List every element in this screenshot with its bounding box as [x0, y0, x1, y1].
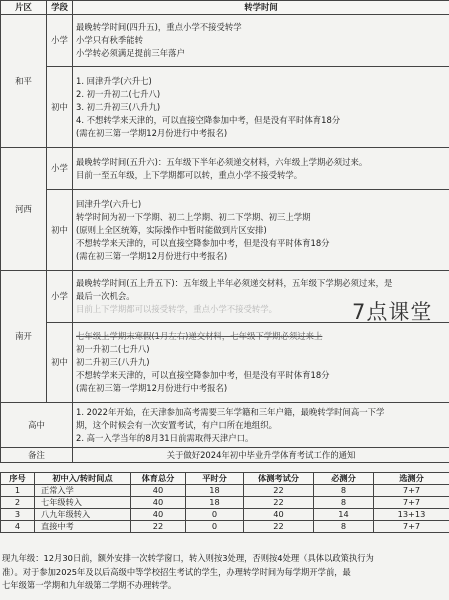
table-row [1, 448, 449, 463]
policy-line: (需在初三第一学期12月份进行中考报名) [76, 250, 228, 261]
stage-cell: 初中 [47, 67, 73, 148]
exam-header: 序号 [1, 473, 35, 485]
policy-cell [73, 323, 449, 403]
stage-cell: 小学 [47, 271, 73, 323]
stage-cell: 小学 [47, 15, 73, 67]
exam-cell: 直接中考 [35, 521, 131, 533]
footer-line: 现九年级：12月30日前，额外安排一次转学窗口，转入则按3处理，否则按4处理（具体以政策执行为 [2, 553, 374, 563]
policy-line: 回津升学(六升七) [76, 198, 142, 209]
policy-line: 期，这个时候会有一次安置考试，有户口所在地组织。 [76, 419, 277, 430]
exam-cell: 3 [1, 509, 35, 521]
exam-cell: 13+13 [374, 509, 449, 521]
stage-cell: 初中 [47, 190, 73, 271]
header-stage: 学段 [47, 1, 73, 15]
footer-notes [2, 552, 448, 593]
exam-cell: 7+7 [374, 485, 449, 497]
exam-cell: 0 [186, 521, 244, 533]
policy-line: (需在初三第一学期12月份进行中考报名) [76, 383, 228, 393]
exam-cell: 8 [314, 497, 374, 509]
pe-exam-score-table [0, 472, 449, 533]
exam-cell: 1 [1, 485, 35, 497]
exam-header: 选测分 [374, 473, 449, 485]
policy-line: 最晚转学时间(五上升五下)：五年级上半年必须递交材料，五年级下学期必须过来，是 [76, 278, 393, 288]
watermark: 7点课堂 [352, 300, 433, 324]
exam-cell: 40 [131, 485, 186, 497]
policy-line: 最晚转学时间(四升五)，重点小学不接受转学 [76, 22, 242, 32]
exam-cell: 18 [186, 485, 244, 497]
table-row [1, 67, 449, 148]
table-row [1, 521, 449, 533]
policy-line: 4. 不想转学来天津的，可以直接空降参加中考，但是没有平时体育18分 [76, 114, 341, 125]
stage-cell: 小学 [47, 148, 73, 190]
exam-cell: 18 [186, 497, 244, 509]
table-row [1, 497, 449, 509]
policy-line: (原则上全区统筹，实际操作中暂时能做到片区安排) [76, 224, 267, 235]
policy-line: 3. 初二升初三(八升九) [76, 101, 161, 112]
policy-line: 目前上下学期都可以接受转学，重点小学不接受转学。 [76, 304, 277, 314]
policy-line: 初一升初二(七升八) [76, 344, 150, 354]
exam-cell: 40 [131, 497, 186, 509]
exam-header: 体测考试分 [244, 473, 314, 485]
policy-line: 最后一次机会。 [76, 291, 135, 301]
header-district: 片区 [1, 1, 47, 15]
footer-line: 准）。对于参加2025年及以后高级中等学校招生考试的学生，办理转学时间为每学期开学前，最 [2, 566, 351, 577]
remark-text: 关于做好2024年初中毕业升学体育考试工作的通知 [73, 448, 449, 463]
policy-line: 小学只有秋季能转 [76, 35, 143, 45]
exam-cell: 14 [314, 509, 374, 521]
policy-line: 转学时间为初一下学期、初二上学期、初二下学期、初三上学期 [76, 211, 311, 222]
exam-cell: 正常入学 [35, 485, 131, 497]
stage-cell: 初中 [47, 323, 73, 403]
district-hexi: 河西 [1, 148, 47, 271]
high-school-label: 高中 [1, 403, 73, 448]
table-row [1, 190, 449, 271]
policy-cell [73, 190, 449, 271]
exam-cell: 8 [314, 485, 374, 497]
exam-cell: 4 [1, 521, 35, 533]
exam-header: 初中入/转时间点 [35, 473, 131, 485]
policy-cell [73, 148, 449, 190]
table-row [1, 148, 449, 190]
exam-cell: 2 [1, 497, 35, 509]
exam-cell: 八九年级转入 [35, 509, 131, 521]
policy-line: 不想转学来天津的，可以直接空降参加中考，但是没有平时体育18分 [76, 237, 330, 248]
district-heping: 和平 [1, 15, 47, 148]
policy-line: 2. 初一升初二(七升八) [76, 88, 161, 99]
exam-cell: 0 [186, 509, 244, 521]
exam-cell: 7+7 [374, 521, 449, 533]
exam-header: 平时分 [186, 473, 244, 485]
exam-cell: 8 [314, 521, 374, 533]
exam-header: 必测分 [314, 473, 374, 485]
exam-cell: 40 [244, 509, 314, 521]
exam-cell: 40 [131, 509, 186, 521]
exam-cell: 7+7 [374, 497, 449, 509]
policy-line: 最晚转学时间(五升六)：五年级下半年必须递交材料，六年级上学期必须过来。 [76, 156, 368, 167]
policy-line: 1. 回津升学(六升七) [76, 75, 152, 86]
policy-line: 七年级上学期末寒假(1月左右)递交材料，七年级下学期必须过来上 [76, 331, 323, 341]
exam-cell: 22 [244, 485, 314, 497]
policy-line: 目前一至五年级，上下学期都可以转，重点小学不接受转学。 [76, 169, 303, 180]
remark-label: 备注 [1, 448, 73, 463]
policy-line: 不想转学来天津的，可以直接空降参加中考，但是没有平时体育18分 [76, 370, 330, 380]
table-header-row [1, 1, 449, 15]
table-row [1, 485, 449, 497]
policy-cell [73, 15, 449, 67]
exam-cell: 七年级转入 [35, 497, 131, 509]
policy-line: 小学转必须满足提前三年落户 [76, 48, 185, 58]
district-nankai: 南开 [1, 271, 47, 403]
footer-line: 七年级第一学期和九年级第二学期不办理转学。 [2, 580, 177, 590]
table-row [1, 403, 449, 448]
header-transfer-time: 转学时间 [73, 1, 449, 15]
exam-cell: 22 [244, 497, 314, 509]
policy-cell [73, 67, 449, 148]
policy-line: 1. 2022年开始，在天津参加高考需要三年学籍和三年户籍，最晚转学时间高一下学 [76, 406, 385, 417]
table-row [1, 509, 449, 521]
policy-cell [73, 403, 449, 448]
policy-line: 初二升初三(八升九) [76, 357, 150, 367]
exam-header-row [1, 473, 449, 485]
exam-cell: 22 [131, 521, 186, 533]
policy-line: (需在初三第一学期12月份进行中考报名) [76, 127, 228, 138]
policy-line: 2. 高一入学当年的8月31日前需取得天津户口。 [76, 432, 254, 443]
exam-cell: 22 [244, 521, 314, 533]
table-row [1, 323, 449, 403]
table-row [1, 15, 449, 67]
exam-header: 体育总分 [131, 473, 186, 485]
